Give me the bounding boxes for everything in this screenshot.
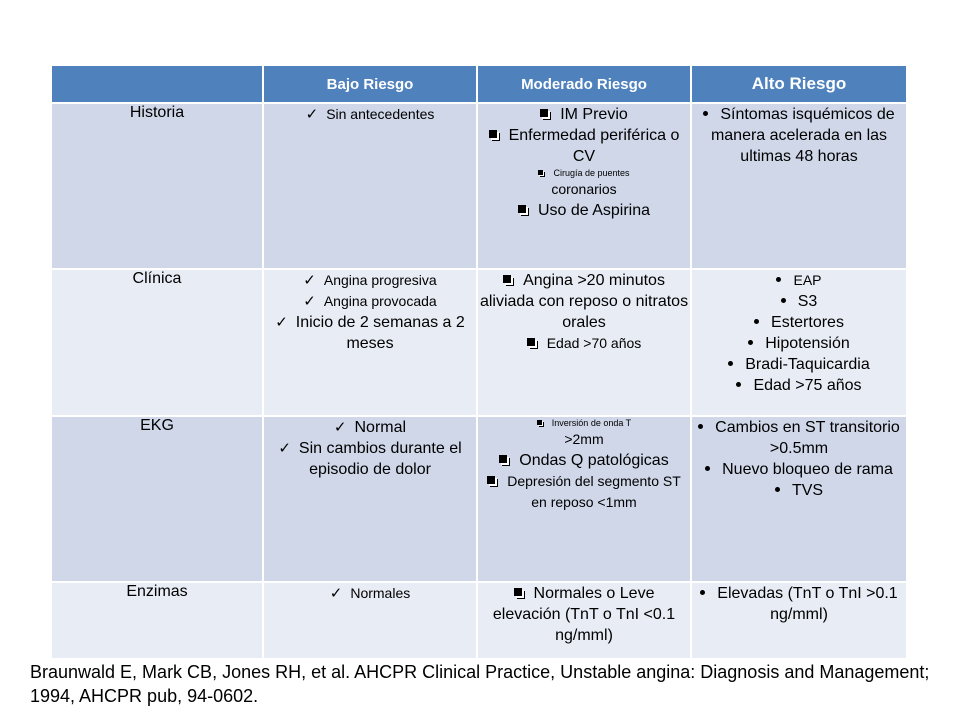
square-bullet-icon bbox=[503, 275, 511, 283]
list-item: S3 bbox=[692, 291, 906, 312]
bullet-icon bbox=[705, 466, 710, 471]
checkmark-icon: ✓ bbox=[278, 440, 291, 457]
checkmark-icon: ✓ bbox=[303, 293, 316, 310]
list-item: Síntomas isquémicos de manera acelerada en las ultimas 48 horas bbox=[692, 104, 906, 167]
table-row bbox=[51, 269, 907, 416]
moderate-risk-cell bbox=[477, 103, 691, 269]
list-item-continuation: coronarios bbox=[551, 181, 617, 197]
list-item: Depresión del segmento ST en reposo <1mm bbox=[478, 471, 690, 513]
list-item: Cambios en ST transitorio >0.5mm bbox=[692, 417, 906, 459]
list-item-continuation: >2mm bbox=[564, 431, 604, 447]
list-item: ✓ Normales bbox=[329, 585, 411, 602]
row-label: Clínica bbox=[51, 269, 263, 416]
low-risk-cell bbox=[263, 103, 477, 269]
list-item: Ondas Q patológicas bbox=[478, 450, 690, 471]
low-risk-cell bbox=[263, 582, 477, 659]
list-item: ✓ Inicio de 2 semanas a 2 meses bbox=[275, 314, 465, 352]
square-bullet-icon bbox=[538, 170, 543, 175]
risk-stratification-table bbox=[50, 64, 908, 660]
high-risk-cell bbox=[691, 103, 907, 269]
list-item: Hipotensión bbox=[692, 333, 906, 354]
square-bullet-icon bbox=[540, 109, 548, 117]
square-bullet-icon bbox=[514, 588, 522, 596]
square-bullet-icon bbox=[499, 455, 507, 463]
bullet-icon bbox=[700, 590, 705, 595]
row-label: Enzimas bbox=[51, 582, 263, 659]
header-criteria bbox=[51, 65, 263, 103]
header-high-risk: Alto Riesgo bbox=[691, 65, 907, 103]
list-item: Estertores bbox=[692, 312, 906, 333]
moderate-risk-cell bbox=[477, 416, 691, 582]
list-item: Enfermedad periférica o CV bbox=[478, 125, 690, 167]
moderate-risk-cell bbox=[477, 582, 691, 659]
list-item: ✓ Angina provocada bbox=[303, 293, 437, 310]
table-row bbox=[51, 416, 907, 582]
bullet-icon bbox=[748, 340, 753, 345]
square-bullet-icon bbox=[487, 476, 495, 484]
bullet-icon bbox=[736, 382, 741, 387]
list-item: TVS bbox=[692, 480, 906, 501]
list-item: Angina >20 minutos aliviada con reposo o nitratos orales bbox=[479, 272, 689, 331]
square-bullet-icon bbox=[527, 338, 535, 346]
bullet-icon bbox=[698, 424, 703, 429]
header-moderate-risk: Moderado Riesgo bbox=[477, 65, 691, 103]
bullet-icon bbox=[776, 277, 781, 282]
list-item: ✓ Normal bbox=[333, 419, 407, 436]
list-item: Cirugía de puentes bbox=[478, 167, 690, 179]
list-item: IM Previo bbox=[478, 104, 690, 125]
moderate-risk-cell bbox=[477, 269, 691, 416]
checkmark-icon: ✓ bbox=[333, 419, 347, 436]
row-label: Historia bbox=[51, 103, 263, 269]
list-item: Inversión de onda T bbox=[478, 417, 690, 429]
list-item: Elevadas (TnT o TnI >0.1 ng/mml) bbox=[692, 583, 906, 625]
bullet-icon bbox=[754, 319, 759, 324]
list-item: ✓ Sin cambios durante el episodio de dolor bbox=[278, 440, 462, 478]
square-bullet-icon bbox=[518, 205, 526, 213]
high-risk-cell bbox=[691, 582, 907, 659]
list-item: Edad >70 años bbox=[478, 333, 690, 354]
header-low-risk: Bajo Riesgo bbox=[263, 65, 477, 103]
list-item: Nuevo bloqueo de rama bbox=[692, 459, 906, 480]
checkmark-icon: ✓ bbox=[303, 272, 316, 289]
list-item: EAP bbox=[692, 270, 906, 291]
row-label: EKG bbox=[51, 416, 263, 582]
list-item: Uso de Aspirina bbox=[478, 200, 690, 221]
low-risk-cell bbox=[263, 416, 477, 582]
low-risk-cell bbox=[263, 269, 477, 416]
bullet-icon bbox=[775, 487, 780, 492]
checkmark-icon: ✓ bbox=[305, 106, 319, 123]
table-header-row bbox=[51, 65, 907, 103]
list-item: Normales o Leve elevación (TnT o TnI <0.1 ng/mml) bbox=[492, 585, 676, 644]
list-item: Bradi-Taquicardia bbox=[692, 354, 906, 375]
high-risk-cell bbox=[691, 269, 907, 416]
bullet-icon bbox=[781, 298, 786, 303]
list-item: Edad >75 años bbox=[692, 375, 906, 396]
high-risk-cell bbox=[691, 416, 907, 582]
bullet-icon bbox=[703, 111, 708, 116]
square-bullet-icon bbox=[489, 130, 497, 138]
square-bullet-icon bbox=[537, 420, 542, 425]
list-item: ✓ Sin antecedentes bbox=[305, 106, 435, 123]
citation-text: Braunwald E, Mark CB, Jones RH, et al. AHCPR Clinical Practice, Unstable angina: Diagnosis and Management; 1994, AHCPR pub, 94-0602. bbox=[30, 662, 930, 706]
table-row bbox=[51, 103, 907, 269]
list-item: ✓ Angina progresiva bbox=[303, 272, 437, 289]
table-row bbox=[51, 582, 907, 659]
checkmark-icon: ✓ bbox=[275, 314, 288, 331]
checkmark-icon: ✓ bbox=[329, 585, 343, 602]
bullet-icon bbox=[728, 361, 733, 366]
